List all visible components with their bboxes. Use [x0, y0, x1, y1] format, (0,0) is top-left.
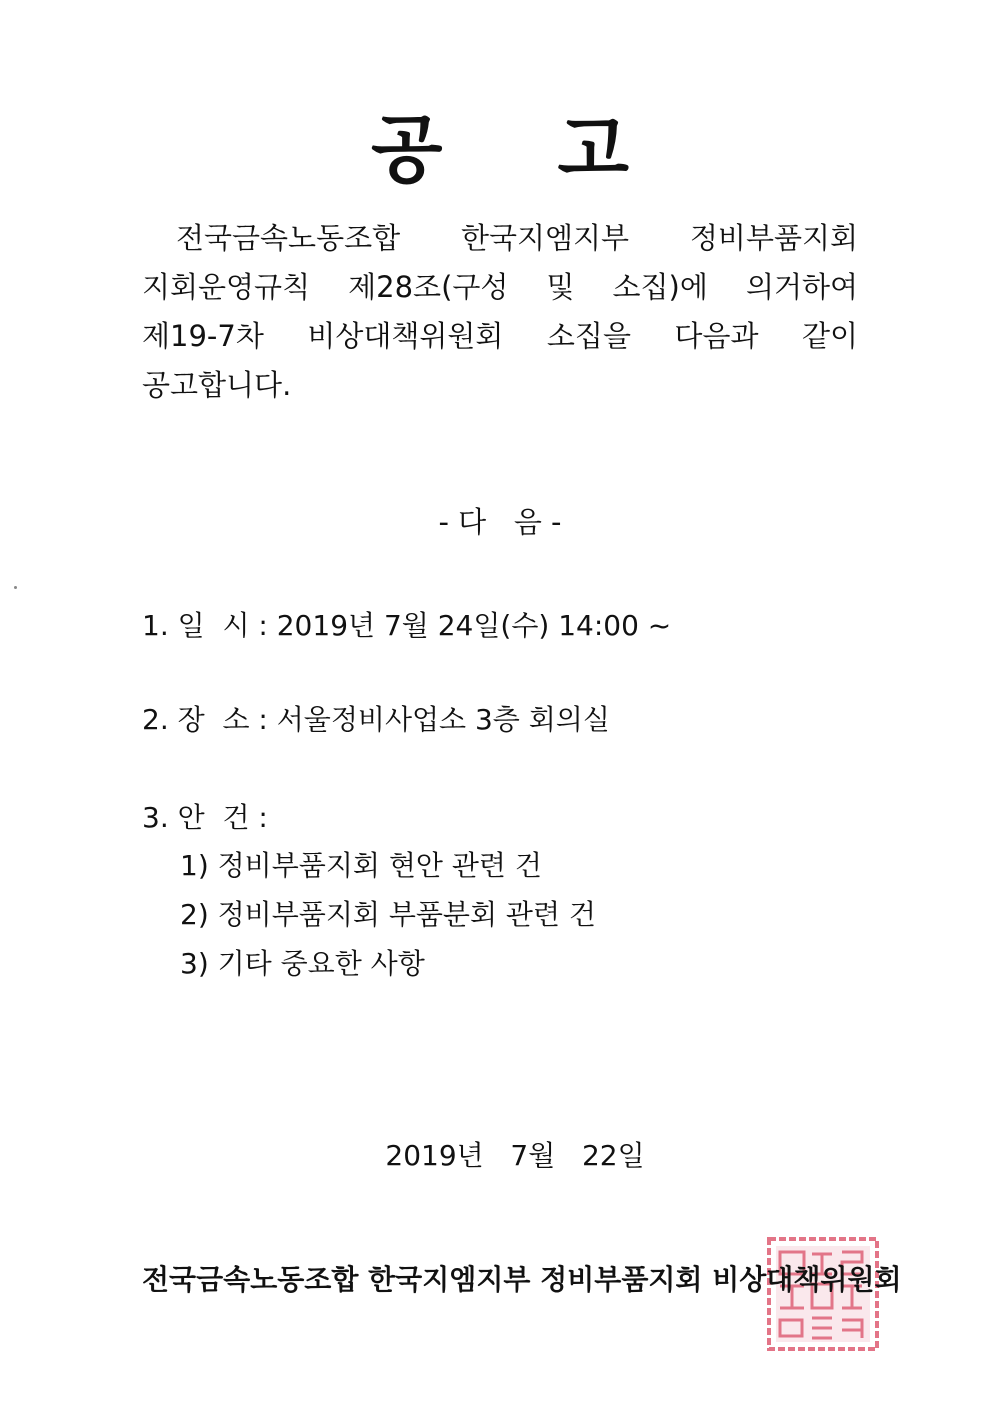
page-title: 공고 [371, 107, 744, 193]
intro-line: 지회운영규칙 제28조(구성 및 소집)에 의거하여 [142, 270, 858, 304]
intro-paragraph [142, 214, 858, 410]
section-heading: - 다 음 - [438, 505, 562, 539]
item-datetime: 1. 일 시 : 2019년 7월 24일(수) 14:00 ~ [142, 609, 672, 642]
agenda-item: 2) 정비부품지회 부품분회 관련 건 [180, 898, 596, 931]
agenda-item: 3) 기타 중요한 사항 [180, 947, 425, 980]
intro-line: 전국금속노동조합 한국지엠지부 정비부품지회 [176, 221, 858, 255]
item-location: 2. 장 소 : 서울정비사업소 3층 회의실 [142, 703, 610, 736]
intro-line: 공고합니다. [142, 368, 292, 402]
issue-date: 2019년 7월 22일 [385, 1139, 645, 1172]
intro-line: 제19-7차 비상대책위원회 소집을 다음과 같이 [142, 319, 858, 353]
agenda-item: 1) 정비부품지회 현안 관련 건 [180, 849, 542, 882]
scan-dot [14, 586, 17, 589]
issuer-signature: 전국금속노동조합 한국지엠지부 정비부품지회 비상대책위원회 [142, 1263, 902, 1296]
item-agenda: 3. 안 건 : [142, 801, 268, 834]
